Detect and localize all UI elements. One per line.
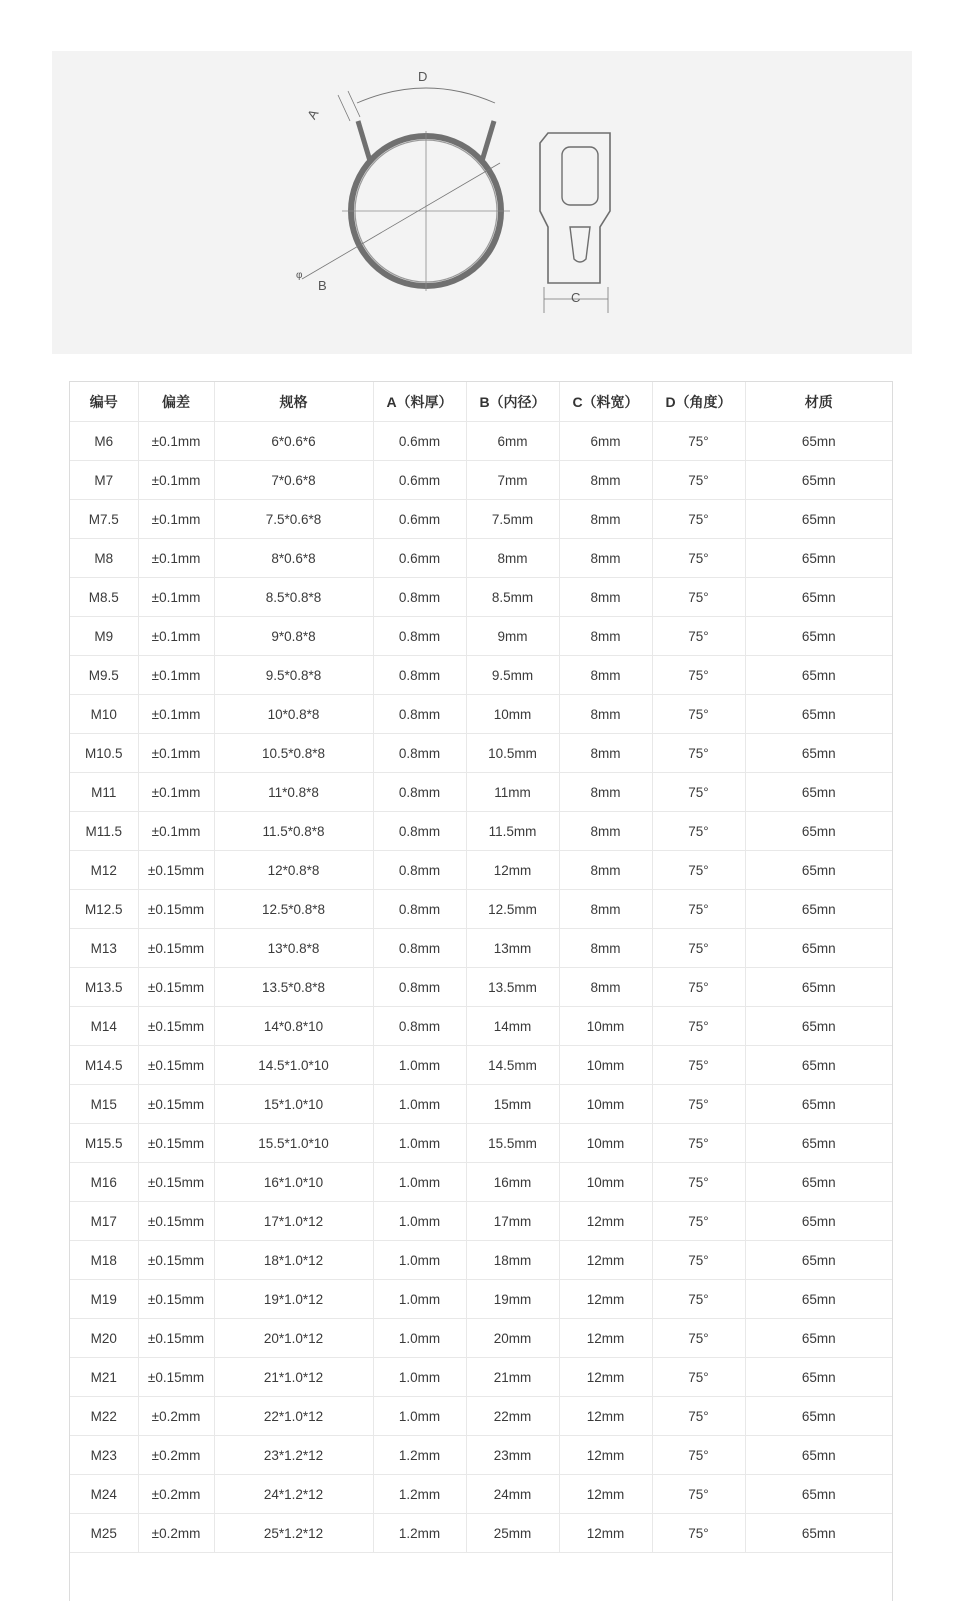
cell-angle-d: 75° bbox=[652, 617, 745, 656]
cell-angle-d: 75° bbox=[652, 539, 745, 578]
cell-thickness-a: 1.0mm bbox=[373, 1319, 466, 1358]
cell-width-c: 8mm bbox=[559, 578, 652, 617]
cell-inner-diameter-b: 11.5mm bbox=[466, 812, 559, 851]
cell-spec: 14*0.8*10 bbox=[214, 1007, 373, 1046]
cell-inner-diameter-b: 13.5mm bbox=[466, 968, 559, 1007]
table-row bbox=[70, 1514, 892, 1553]
cell-width-c: 8mm bbox=[559, 851, 652, 890]
cell-tolerance: ±0.2mm bbox=[138, 1475, 214, 1514]
cell-tolerance: ±0.1mm bbox=[138, 734, 214, 773]
spec-table bbox=[70, 382, 892, 1553]
cell-code: M10.5 bbox=[70, 734, 138, 773]
cell-inner-diameter-b: 23mm bbox=[466, 1436, 559, 1475]
cell-spec: 24*1.2*12 bbox=[214, 1475, 373, 1514]
cell-material: 65mn bbox=[745, 812, 892, 851]
cell-width-c: 8mm bbox=[559, 617, 652, 656]
cell-width-c: 12mm bbox=[559, 1319, 652, 1358]
cell-code: M20 bbox=[70, 1319, 138, 1358]
cell-thickness-a: 1.2mm bbox=[373, 1514, 466, 1553]
cell-tolerance: ±0.1mm bbox=[138, 617, 214, 656]
cell-spec: 9.5*0.8*8 bbox=[214, 656, 373, 695]
dim-label-d: D bbox=[418, 69, 428, 84]
cell-inner-diameter-b: 16mm bbox=[466, 1163, 559, 1202]
cell-angle-d: 75° bbox=[652, 773, 745, 812]
table-row bbox=[70, 500, 892, 539]
cell-spec: 15*1.0*10 bbox=[214, 1085, 373, 1124]
angle-arc bbox=[357, 88, 495, 103]
cell-tolerance: ±0.15mm bbox=[138, 851, 214, 890]
cell-width-c: 10mm bbox=[559, 1007, 652, 1046]
table-row bbox=[70, 1436, 892, 1475]
table-body bbox=[70, 422, 892, 1553]
cell-material: 65mn bbox=[745, 1007, 892, 1046]
cell-material: 65mn bbox=[745, 851, 892, 890]
table-row bbox=[70, 1319, 892, 1358]
cell-material: 65mn bbox=[745, 1475, 892, 1514]
cell-spec: 11*0.8*8 bbox=[214, 773, 373, 812]
table-row bbox=[70, 773, 892, 812]
side-view bbox=[540, 133, 610, 313]
cell-width-c: 8mm bbox=[559, 812, 652, 851]
cell-spec: 21*1.0*12 bbox=[214, 1358, 373, 1397]
cell-spec: 12*0.8*8 bbox=[214, 851, 373, 890]
cell-thickness-a: 0.8mm bbox=[373, 773, 466, 812]
cell-code: M11 bbox=[70, 773, 138, 812]
cell-inner-diameter-b: 21mm bbox=[466, 1358, 559, 1397]
cell-code: M8.5 bbox=[70, 578, 138, 617]
cell-thickness-a: 0.8mm bbox=[373, 695, 466, 734]
cell-thickness-a: 0.8mm bbox=[373, 890, 466, 929]
table-row bbox=[70, 1241, 892, 1280]
cell-angle-d: 75° bbox=[652, 656, 745, 695]
cell-thickness-a: 0.8mm bbox=[373, 929, 466, 968]
cell-tolerance: ±0.15mm bbox=[138, 1046, 214, 1085]
cell-angle-d: 75° bbox=[652, 1319, 745, 1358]
cell-inner-diameter-b: 14mm bbox=[466, 1007, 559, 1046]
spring-clip-drawing bbox=[52, 51, 912, 354]
cell-angle-d: 75° bbox=[652, 1436, 745, 1475]
cell-material: 65mn bbox=[745, 1436, 892, 1475]
cell-spec: 18*1.0*12 bbox=[214, 1241, 373, 1280]
cell-spec: 8*0.6*8 bbox=[214, 539, 373, 578]
cell-angle-d: 75° bbox=[652, 734, 745, 773]
cell-width-c: 8mm bbox=[559, 656, 652, 695]
cell-spec: 10.5*0.8*8 bbox=[214, 734, 373, 773]
cell-width-c: 10mm bbox=[559, 1163, 652, 1202]
cell-code: M14.5 bbox=[70, 1046, 138, 1085]
cell-thickness-a: 0.6mm bbox=[373, 539, 466, 578]
cell-width-c: 8mm bbox=[559, 773, 652, 812]
technical-drawing-panel bbox=[52, 51, 912, 354]
cell-thickness-a: 1.0mm bbox=[373, 1202, 466, 1241]
cell-material: 65mn bbox=[745, 1124, 892, 1163]
cell-code: M6 bbox=[70, 422, 138, 461]
dim-label-phi: φ bbox=[296, 270, 303, 281]
table-row bbox=[70, 1280, 892, 1319]
cell-spec: 20*1.0*12 bbox=[214, 1319, 373, 1358]
cell-code: M21 bbox=[70, 1358, 138, 1397]
cell-angle-d: 75° bbox=[652, 1046, 745, 1085]
cell-spec: 10*0.8*8 bbox=[214, 695, 373, 734]
right-ear bbox=[482, 121, 494, 161]
cell-angle-d: 75° bbox=[652, 1241, 745, 1280]
table-row bbox=[70, 1124, 892, 1163]
cell-spec: 9*0.8*8 bbox=[214, 617, 373, 656]
table-row bbox=[70, 734, 892, 773]
cell-width-c: 10mm bbox=[559, 1124, 652, 1163]
cell-tolerance: ±0.2mm bbox=[138, 1436, 214, 1475]
cell-width-c: 10mm bbox=[559, 1046, 652, 1085]
cell-thickness-a: 0.8mm bbox=[373, 617, 466, 656]
cell-code: M10 bbox=[70, 695, 138, 734]
cell-code: M9 bbox=[70, 617, 138, 656]
cell-tolerance: ±0.15mm bbox=[138, 1358, 214, 1397]
cell-inner-diameter-b: 17mm bbox=[466, 1202, 559, 1241]
cell-spec: 22*1.0*12 bbox=[214, 1397, 373, 1436]
cell-spec: 15.5*1.0*10 bbox=[214, 1124, 373, 1163]
cell-width-c: 8mm bbox=[559, 890, 652, 929]
table-row bbox=[70, 1202, 892, 1241]
cell-thickness-a: 0.6mm bbox=[373, 500, 466, 539]
table-row bbox=[70, 1397, 892, 1436]
table-row bbox=[70, 617, 892, 656]
cell-inner-diameter-b: 20mm bbox=[466, 1319, 559, 1358]
cell-angle-d: 75° bbox=[652, 1358, 745, 1397]
header-width-c: C（料宽） bbox=[559, 382, 652, 422]
cell-thickness-a: 1.2mm bbox=[373, 1436, 466, 1475]
cell-spec: 13.5*0.8*8 bbox=[214, 968, 373, 1007]
cell-spec: 16*1.0*10 bbox=[214, 1163, 373, 1202]
table-row bbox=[70, 1358, 892, 1397]
cell-inner-diameter-b: 24mm bbox=[466, 1475, 559, 1514]
cell-material: 65mn bbox=[745, 1319, 892, 1358]
cell-tolerance: ±0.1mm bbox=[138, 812, 214, 851]
cell-angle-d: 75° bbox=[652, 968, 745, 1007]
cell-angle-d: 75° bbox=[652, 422, 745, 461]
table-row bbox=[70, 1163, 892, 1202]
cell-tolerance: ±0.15mm bbox=[138, 1280, 214, 1319]
header-tolerance: 偏差 bbox=[138, 382, 214, 422]
cell-width-c: 12mm bbox=[559, 1280, 652, 1319]
cell-material: 65mn bbox=[745, 617, 892, 656]
cell-material: 65mn bbox=[745, 1397, 892, 1436]
cell-thickness-a: 1.0mm bbox=[373, 1163, 466, 1202]
header-spec: 规格 bbox=[214, 382, 373, 422]
cell-tolerance: ±0.1mm bbox=[138, 539, 214, 578]
cell-code: M16 bbox=[70, 1163, 138, 1202]
cell-angle-d: 75° bbox=[652, 1163, 745, 1202]
dim-label-b: B bbox=[318, 278, 327, 293]
cell-tolerance: ±0.1mm bbox=[138, 578, 214, 617]
cell-width-c: 8mm bbox=[559, 461, 652, 500]
cell-material: 65mn bbox=[745, 929, 892, 968]
header-inner-diameter-b: B（内径） bbox=[466, 382, 559, 422]
cell-thickness-a: 1.0mm bbox=[373, 1085, 466, 1124]
cell-width-c: 12mm bbox=[559, 1514, 652, 1553]
cell-code: M12.5 bbox=[70, 890, 138, 929]
table-row bbox=[70, 929, 892, 968]
table-row bbox=[70, 461, 892, 500]
cell-material: 65mn bbox=[745, 578, 892, 617]
spec-table-container bbox=[69, 381, 893, 1601]
cell-spec: 7.5*0.6*8 bbox=[214, 500, 373, 539]
cell-tolerance: ±0.15mm bbox=[138, 1007, 214, 1046]
cell-tolerance: ±0.15mm bbox=[138, 1319, 214, 1358]
cell-angle-d: 75° bbox=[652, 1397, 745, 1436]
cell-inner-diameter-b: 12.5mm bbox=[466, 890, 559, 929]
cell-inner-diameter-b: 11mm bbox=[466, 773, 559, 812]
cell-inner-diameter-b: 14.5mm bbox=[466, 1046, 559, 1085]
cell-width-c: 12mm bbox=[559, 1241, 652, 1280]
cell-inner-diameter-b: 10.5mm bbox=[466, 734, 559, 773]
table-row bbox=[70, 695, 892, 734]
side-view-upper-slot bbox=[562, 147, 598, 205]
cell-tolerance: ±0.1mm bbox=[138, 695, 214, 734]
cell-material: 65mn bbox=[745, 1280, 892, 1319]
cell-inner-diameter-b: 9.5mm bbox=[466, 656, 559, 695]
cell-thickness-a: 1.0mm bbox=[373, 1241, 466, 1280]
cell-inner-diameter-b: 9mm bbox=[466, 617, 559, 656]
cell-material: 65mn bbox=[745, 1202, 892, 1241]
table-header-row bbox=[70, 382, 892, 422]
cell-inner-diameter-b: 25mm bbox=[466, 1514, 559, 1553]
cell-code: M12 bbox=[70, 851, 138, 890]
cell-width-c: 8mm bbox=[559, 500, 652, 539]
cell-spec: 6*0.6*6 bbox=[214, 422, 373, 461]
cell-spec: 8.5*0.8*8 bbox=[214, 578, 373, 617]
cell-code: M25 bbox=[70, 1514, 138, 1553]
thickness-ext-line-2 bbox=[338, 95, 350, 121]
cell-material: 65mn bbox=[745, 1046, 892, 1085]
cell-angle-d: 75° bbox=[652, 1475, 745, 1514]
cell-material: 65mn bbox=[745, 1358, 892, 1397]
cell-code: M11.5 bbox=[70, 812, 138, 851]
cell-code: M13.5 bbox=[70, 968, 138, 1007]
cell-width-c: 8mm bbox=[559, 929, 652, 968]
cell-angle-d: 75° bbox=[652, 929, 745, 968]
cell-angle-d: 75° bbox=[652, 695, 745, 734]
cell-material: 65mn bbox=[745, 773, 892, 812]
cell-material: 65mn bbox=[745, 695, 892, 734]
cell-code: M15 bbox=[70, 1085, 138, 1124]
cell-spec: 7*0.6*8 bbox=[214, 461, 373, 500]
cell-width-c: 12mm bbox=[559, 1475, 652, 1514]
dim-label-a: A bbox=[304, 106, 322, 122]
side-view-lower-slot bbox=[570, 227, 590, 262]
cell-thickness-a: 0.8mm bbox=[373, 734, 466, 773]
table-row bbox=[70, 656, 892, 695]
cell-code: M17 bbox=[70, 1202, 138, 1241]
cell-angle-d: 75° bbox=[652, 851, 745, 890]
left-ear bbox=[358, 121, 370, 161]
cell-inner-diameter-b: 10mm bbox=[466, 695, 559, 734]
header-material: 材质 bbox=[745, 382, 892, 422]
cell-inner-diameter-b: 19mm bbox=[466, 1280, 559, 1319]
cell-code: M14 bbox=[70, 1007, 138, 1046]
table-row bbox=[70, 812, 892, 851]
cell-width-c: 6mm bbox=[559, 422, 652, 461]
cell-tolerance: ±0.15mm bbox=[138, 968, 214, 1007]
thickness-ext-line-1 bbox=[348, 91, 360, 117]
cell-tolerance: ±0.2mm bbox=[138, 1514, 214, 1553]
cell-thickness-a: 1.0mm bbox=[373, 1358, 466, 1397]
cell-thickness-a: 0.8mm bbox=[373, 968, 466, 1007]
cell-angle-d: 75° bbox=[652, 1202, 745, 1241]
cell-code: M8 bbox=[70, 539, 138, 578]
cell-width-c: 12mm bbox=[559, 1436, 652, 1475]
cell-angle-d: 75° bbox=[652, 1514, 745, 1553]
cell-thickness-a: 1.0mm bbox=[373, 1124, 466, 1163]
cell-tolerance: ±0.15mm bbox=[138, 1241, 214, 1280]
cell-tolerance: ±0.1mm bbox=[138, 773, 214, 812]
cell-inner-diameter-b: 8.5mm bbox=[466, 578, 559, 617]
cell-code: M24 bbox=[70, 1475, 138, 1514]
cell-width-c: 8mm bbox=[559, 734, 652, 773]
header-thickness-a: A（料厚） bbox=[373, 382, 466, 422]
cell-material: 65mn bbox=[745, 890, 892, 929]
cell-material: 65mn bbox=[745, 461, 892, 500]
cell-width-c: 8mm bbox=[559, 539, 652, 578]
cell-thickness-a: 1.0mm bbox=[373, 1280, 466, 1319]
cell-width-c: 12mm bbox=[559, 1202, 652, 1241]
cell-material: 65mn bbox=[745, 500, 892, 539]
dim-label-c: C bbox=[571, 290, 581, 305]
cell-spec: 14.5*1.0*10 bbox=[214, 1046, 373, 1085]
cell-thickness-a: 0.8mm bbox=[373, 812, 466, 851]
diameter-leader bbox=[302, 163, 500, 279]
cell-inner-diameter-b: 6mm bbox=[466, 422, 559, 461]
cell-tolerance: ±0.15mm bbox=[138, 890, 214, 929]
cell-material: 65mn bbox=[745, 1241, 892, 1280]
table-row bbox=[70, 851, 892, 890]
cell-thickness-a: 0.8mm bbox=[373, 656, 466, 695]
cell-inner-diameter-b: 15.5mm bbox=[466, 1124, 559, 1163]
table-row bbox=[70, 539, 892, 578]
cell-code: M19 bbox=[70, 1280, 138, 1319]
cell-inner-diameter-b: 7.5mm bbox=[466, 500, 559, 539]
cell-material: 65mn bbox=[745, 1085, 892, 1124]
cell-code: M22 bbox=[70, 1397, 138, 1436]
cell-tolerance: ±0.15mm bbox=[138, 1124, 214, 1163]
table-row bbox=[70, 890, 892, 929]
cell-tolerance: ±0.1mm bbox=[138, 461, 214, 500]
cell-angle-d: 75° bbox=[652, 890, 745, 929]
header-code: 编号 bbox=[70, 382, 138, 422]
cell-angle-d: 75° bbox=[652, 1085, 745, 1124]
cell-material: 65mn bbox=[745, 1163, 892, 1202]
cell-tolerance: ±0.15mm bbox=[138, 1163, 214, 1202]
cell-thickness-a: 0.8mm bbox=[373, 578, 466, 617]
cell-material: 65mn bbox=[745, 1514, 892, 1553]
cell-inner-diameter-b: 8mm bbox=[466, 539, 559, 578]
cell-thickness-a: 1.0mm bbox=[373, 1397, 466, 1436]
cell-inner-diameter-b: 7mm bbox=[466, 461, 559, 500]
cell-inner-diameter-b: 18mm bbox=[466, 1241, 559, 1280]
table-row bbox=[70, 1007, 892, 1046]
cell-spec: 13*0.8*8 bbox=[214, 929, 373, 968]
cell-material: 65mn bbox=[745, 656, 892, 695]
cell-tolerance: ±0.1mm bbox=[138, 500, 214, 539]
cell-angle-d: 75° bbox=[652, 812, 745, 851]
cell-angle-d: 75° bbox=[652, 500, 745, 539]
cell-thickness-a: 0.8mm bbox=[373, 1007, 466, 1046]
cell-spec: 12.5*0.8*8 bbox=[214, 890, 373, 929]
cell-code: M23 bbox=[70, 1436, 138, 1475]
cell-code: M7.5 bbox=[70, 500, 138, 539]
cell-spec: 25*1.2*12 bbox=[214, 1514, 373, 1553]
cell-material: 65mn bbox=[745, 734, 892, 773]
cell-angle-d: 75° bbox=[652, 578, 745, 617]
cell-angle-d: 75° bbox=[652, 461, 745, 500]
cell-width-c: 8mm bbox=[559, 968, 652, 1007]
cell-width-c: 10mm bbox=[559, 1085, 652, 1124]
cell-width-c: 8mm bbox=[559, 695, 652, 734]
cell-angle-d: 75° bbox=[652, 1124, 745, 1163]
cell-thickness-a: 0.6mm bbox=[373, 422, 466, 461]
front-view bbox=[302, 88, 510, 291]
cell-width-c: 12mm bbox=[559, 1397, 652, 1436]
cell-tolerance: ±0.15mm bbox=[138, 1202, 214, 1241]
cell-code: M18 bbox=[70, 1241, 138, 1280]
cell-thickness-a: 0.8mm bbox=[373, 851, 466, 890]
cell-inner-diameter-b: 22mm bbox=[466, 1397, 559, 1436]
cell-width-c: 12mm bbox=[559, 1358, 652, 1397]
cell-spec: 11.5*0.8*8 bbox=[214, 812, 373, 851]
table-row bbox=[70, 968, 892, 1007]
cell-angle-d: 75° bbox=[652, 1280, 745, 1319]
cell-angle-d: 75° bbox=[652, 1007, 745, 1046]
cell-material: 65mn bbox=[745, 539, 892, 578]
cell-inner-diameter-b: 13mm bbox=[466, 929, 559, 968]
cell-code: M15.5 bbox=[70, 1124, 138, 1163]
cell-material: 65mn bbox=[745, 968, 892, 1007]
cell-tolerance: ±0.1mm bbox=[138, 422, 214, 461]
table-row bbox=[70, 422, 892, 461]
table-row bbox=[70, 578, 892, 617]
cell-thickness-a: 0.6mm bbox=[373, 461, 466, 500]
cell-code: M7 bbox=[70, 461, 138, 500]
cell-thickness-a: 1.2mm bbox=[373, 1475, 466, 1514]
cell-tolerance: ±0.2mm bbox=[138, 1397, 214, 1436]
cell-spec: 19*1.0*12 bbox=[214, 1280, 373, 1319]
header-angle-d: D（角度） bbox=[652, 382, 745, 422]
cell-spec: 17*1.0*12 bbox=[214, 1202, 373, 1241]
cell-spec: 23*1.2*12 bbox=[214, 1436, 373, 1475]
cell-tolerance: ±0.1mm bbox=[138, 656, 214, 695]
cell-thickness-a: 1.0mm bbox=[373, 1046, 466, 1085]
cell-material: 65mn bbox=[745, 422, 892, 461]
table-row bbox=[70, 1085, 892, 1124]
cell-inner-diameter-b: 12mm bbox=[466, 851, 559, 890]
table-row bbox=[70, 1046, 892, 1085]
cell-tolerance: ±0.15mm bbox=[138, 929, 214, 968]
cell-code: M9.5 bbox=[70, 656, 138, 695]
cell-tolerance: ±0.15mm bbox=[138, 1085, 214, 1124]
cell-inner-diameter-b: 15mm bbox=[466, 1085, 559, 1124]
table-row bbox=[70, 1475, 892, 1514]
cell-code: M13 bbox=[70, 929, 138, 968]
